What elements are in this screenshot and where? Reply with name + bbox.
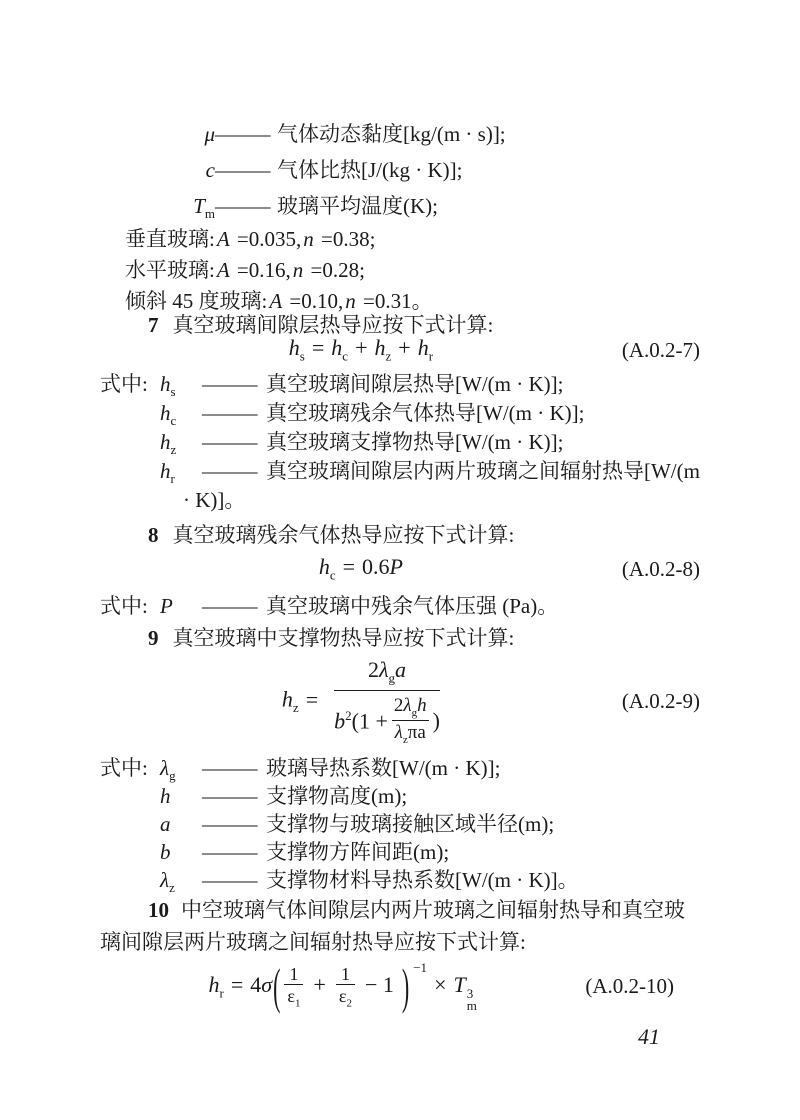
- param-item-tm: [100, 188, 700, 224]
- where-list-8: [100, 592, 700, 621]
- where-symbol: $\lambda_z$: [160, 868, 175, 896]
- where-item: [100, 370, 700, 399]
- definition-dash: ——: [202, 594, 258, 618]
- formula-hr: $h_r = 4\sigma$( $\frac{1}{\varepsilon_1}$ + $\frac{1}{\varepsilon_2}$ − 1 ) $^{-1}$× T 3 m: [208, 960, 476, 1012]
- section-8-heading: [100, 520, 700, 550]
- definition-dash: ——: [202, 430, 258, 454]
- where-description: 支撑物高度(m);: [266, 784, 408, 809]
- section-number: 7: [148, 313, 159, 337]
- fraction: $2\lambda_ga$ $b^2(1$ + $2\lambda_gh$ $\lambda_z\pi a$ ): [334, 657, 440, 746]
- where-prefix: 式中:: [100, 756, 148, 781]
- formula-hc: $h_c = 0.6P$: [318, 554, 403, 583]
- where-symbol: a: [160, 812, 171, 837]
- section-title: 真空玻璃中支撑物热导应按下式计算:: [172, 626, 515, 650]
- where-item: [100, 810, 700, 838]
- definition-dash: ——: [202, 401, 258, 425]
- equation-label: (A.0.2-7): [621, 337, 700, 362]
- where-item: [100, 592, 700, 621]
- formula-hz: $h_z$ = $2\lambda_ga$ $b^2(1$ + $2\lambda_gh$ $\lambda_z\pi a$ ): [281, 657, 440, 746]
- where-description: 真空玻璃中残余气体压强 (Pa)。: [266, 594, 559, 618]
- where-symbol: $h_r$: [160, 459, 175, 487]
- formula-hs: $h_s = h_c + h_z + h_r$: [288, 335, 434, 364]
- param-symbol: μ: [204, 122, 215, 146]
- definition-dash: ——: [202, 756, 258, 781]
- where-symbol: $h_z$: [160, 430, 177, 458]
- param-item-c: [100, 152, 700, 188]
- definition-dash: ——: [202, 840, 258, 865]
- where-symbol: $h_c$: [160, 401, 177, 429]
- condition-vertical-glass: 垂直玻璃:A =0.035,n =0.38;: [125, 227, 376, 251]
- where-item: [100, 866, 700, 894]
- close-paren: ): [401, 957, 410, 1015]
- definition-dash: ——: [202, 784, 258, 809]
- equation-a-0-2-8: [100, 552, 700, 586]
- where-symbol: P: [160, 594, 173, 618]
- condition-tilted-glass: 倾斜 45 度玻璃:A =0.10,n =0.31。: [125, 289, 433, 313]
- condition-horizontal-glass: 水平玻璃:A =0.16,n =0.28;: [125, 258, 365, 282]
- param-description: 玻璃平均温度(K);: [277, 194, 438, 218]
- where-description: 玻璃导热系数[W/(m · K)];: [266, 756, 501, 781]
- section-number: 8: [148, 523, 159, 547]
- where-description-continuation: · K)]。: [183, 488, 246, 512]
- section-title-line1: 中空玻璃气体间隙层内两片玻璃之间辐射热导和真空玻: [181, 898, 685, 923]
- equation-a-0-2-7: [100, 333, 700, 367]
- equation-a-0-2-9: [100, 657, 700, 746]
- where-description: 支撑物方阵间距(m);: [266, 840, 450, 865]
- section-10-heading: [100, 894, 700, 926]
- where-list-9: [100, 754, 700, 894]
- where-description: 真空玻璃残余气体热导[W/(m · K)];: [266, 401, 585, 425]
- equation-label: (A.0.2-8): [621, 556, 700, 581]
- where-description: 支撑物材料导热系数[W/(m · K)]。: [266, 868, 579, 893]
- section-number: 9: [148, 626, 159, 650]
- definition-dash: ——: [202, 372, 258, 396]
- where-item: [100, 399, 700, 428]
- section-title: 真空玻璃间隙层热导应按下式计算:: [172, 313, 494, 337]
- where-item: [100, 782, 700, 810]
- page-number: 41: [638, 1024, 660, 1049]
- definition-dash: ——: [202, 459, 258, 483]
- param-description: 气体动态黏度[kg/(m · s)];: [277, 122, 506, 146]
- definition-dash: ——: [202, 868, 258, 893]
- where-symbol: h: [160, 784, 171, 809]
- section-10-heading-continuation: 璃间隙层两片玻璃之间辐射热导应按下式计算:: [100, 930, 526, 955]
- param-symbol: $T_m$: [193, 194, 215, 222]
- section-number: 10: [148, 898, 169, 923]
- param-description: 气体比热[J/(kg · K)];: [277, 158, 463, 182]
- where-symbol: b: [160, 840, 171, 865]
- equation-label: (A.0.2-10): [585, 973, 674, 998]
- where-symbol: $h_s$: [160, 372, 176, 400]
- page-content: [100, 116, 700, 1016]
- where-item: [100, 428, 700, 457]
- open-paren: (: [273, 957, 281, 1015]
- where-description: 真空玻璃间隙层内两片玻璃之间辐射热导[W/(m: [266, 459, 700, 483]
- definition-dash: ——: [215, 194, 271, 218]
- where-description: 支撑物与玻璃接触区域半径(m);: [266, 812, 555, 837]
- section-title: 真空玻璃残余气体热导应按下式计算:: [172, 523, 515, 547]
- definition-dash: ——: [202, 812, 258, 837]
- where-description: 真空玻璃支撑物热导[W/(m · K)];: [266, 430, 564, 454]
- fraction-eps2: $\frac{1}{\varepsilon_2}$: [336, 964, 355, 1011]
- where-list-7: [100, 370, 700, 515]
- equation-label: (A.0.2-9): [621, 689, 700, 714]
- t-sup-sub: 3 m: [466, 986, 477, 1014]
- where-prefix: 式中:: [100, 372, 148, 396]
- section-9-heading: [100, 623, 700, 653]
- where-prefix: 式中:: [100, 594, 148, 618]
- where-symbol: $\lambda_g$: [160, 756, 176, 784]
- param-item-mu: [100, 116, 700, 152]
- where-item: [100, 838, 700, 866]
- param-symbol: c: [205, 158, 215, 182]
- fraction-eps1: $\frac{1}{\varepsilon_1}$: [284, 964, 303, 1011]
- exponent: −1: [413, 960, 428, 976]
- where-item: [100, 754, 700, 782]
- equation-a-0-2-10: [100, 956, 700, 1016]
- definition-dash: ——: [215, 122, 271, 146]
- nested-fraction: $2\lambda_gh$ $\lambda_z\pi a$: [391, 695, 430, 746]
- where-description: 真空玻璃间隙层热导[W/(m · K)];: [266, 372, 564, 396]
- definition-dash: ——: [215, 158, 271, 182]
- where-item: [100, 457, 700, 486]
